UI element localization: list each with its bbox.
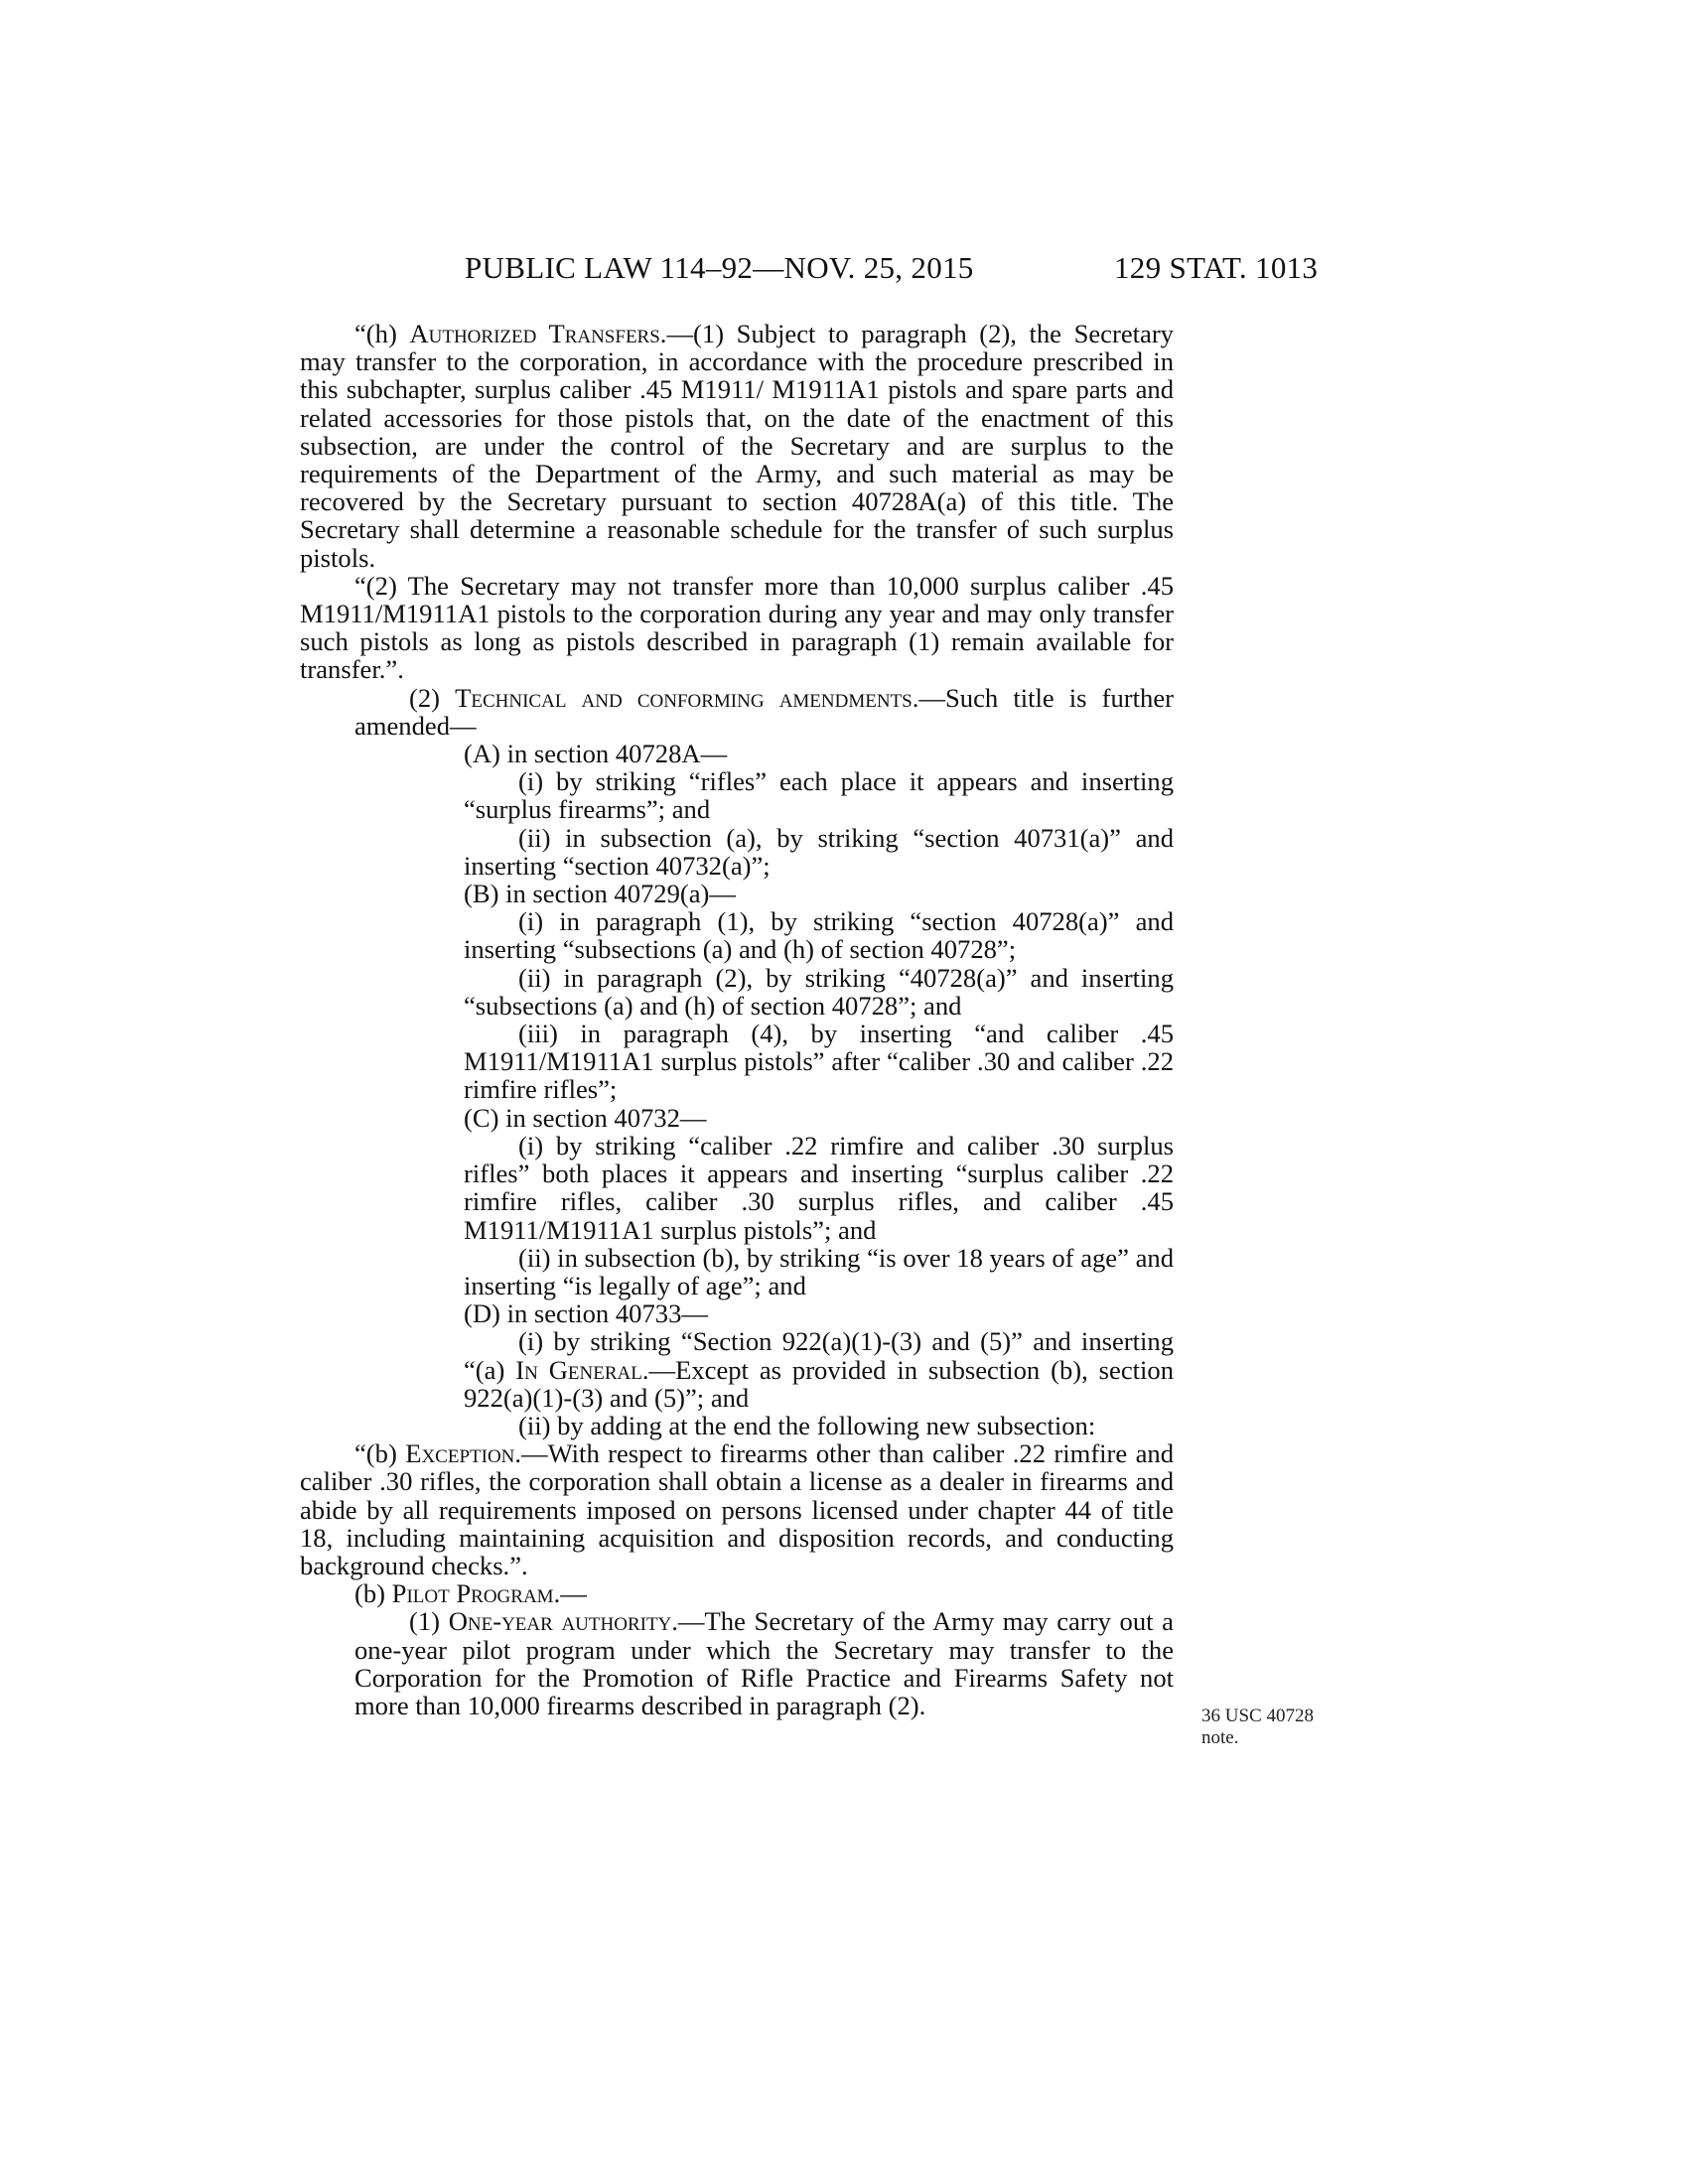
technical-amendments-heading: Technical and conforming amendments [455, 682, 913, 713]
one-year-authority-heading: One-year authority [448, 1606, 672, 1637]
clause-d-i-heading: In General [515, 1354, 642, 1385]
clause-b-iii: (iii) in paragraph (4), by inserting “and caliber .45 M1911/M1911A1 surplus pistols” after “caliber .30 and caliber .22 rimfire rifles”; [464, 1019, 1174, 1105]
subsection-h-paragraph-1 [300, 320, 1174, 572]
one-year-authority-text: .—The Secretary of the Army may carry out a one-year pilot program under which the Secretary may transfer to the Corporation for the Promotion of Rifle Practice and Firearms Safety not more than 10,000 firearms described in paragraph (2). [354, 1606, 1174, 1720]
exception-open: “(b) [354, 1438, 406, 1469]
clause-d-i-post: .—Except as provided in subsection (b), section 922(a)(1)-(3) and (5)”; and [464, 1354, 1174, 1413]
margin-citation-line-2: note. [1201, 1727, 1239, 1748]
subsection-h-heading: Authorized Transfers [409, 319, 660, 348]
exception-text: .—With respect to firearms other than caliber .22 rimfire and caliber .30 rifles, the corporation shall obtain a license as a dealer in firearms and abide by all requirements imposed on persons licensed under chapter 44 of title 18, including maintaining acquisition and disposition records, and conducting background checks.”. [300, 1438, 1175, 1580]
technical-amendments-open: (2) [409, 682, 456, 713]
clause-b-i: (i) in paragraph (1), by striking “section 40728(a)” and inserting “subsections (a) and (h) of section 40728”; [464, 906, 1174, 965]
clause-d-i [300, 1327, 1174, 1412]
clause-a-i: (i) by striking “rifles” each place it appears and inserting “surplus firearms”; and [464, 766, 1174, 825]
technical-amendments-paragraph [300, 684, 1174, 740]
running-head: PUBLIC LAW 114–92—NOV. 25, 2015 [465, 250, 974, 285]
clause-c-i: (i) by striking “caliber .22 rimfire and caliber .30 surplus rifles” both places it appears and inserting “surplus caliber .22 rimfire rifles, caliber .30 surplus rifles, and caliber .45 M1911/M1911A1 surplus pistols”; and [464, 1130, 1174, 1245]
clause-d-i-pre: (i) by striking “Section 922(a)(1)-(3) and (5)” and inserting “(a) [464, 1326, 1174, 1385]
subsection-h-paragraph-2: “(2) The Secretary may not transfer more than 10,000 surplus caliber .45 M1911/M1911A1 pistols to the corporation during any year and may only transfer such pistols as long as pistols described in paragraph (1) remain available for transfer.”. [300, 570, 1174, 685]
subparagraph-d: (D) in section 40733— [464, 1298, 708, 1329]
pilot-program-dash: .— [553, 1578, 587, 1609]
subsection-h-open: “(h) [354, 319, 410, 348]
pilot-program-title: Pilot Program [391, 1578, 554, 1609]
exception-heading: Exception [405, 1438, 515, 1469]
subparagraph-a: (A) in section 40728A— [464, 739, 728, 769]
one-year-authority-paragraph [300, 1607, 1174, 1719]
subparagraph-b: (B) in section 40729(a)— [464, 879, 737, 909]
one-year-authority-open: (1) [409, 1606, 449, 1637]
clause-a-ii: (ii) in subsection (a), by striking “section 40731(a)” and inserting “section 40732(a)”; [464, 822, 1174, 881]
clause-b-ii: (ii) in paragraph (2), by striking “40728(a)” and inserting “subsections (a) and (h) of section 40728”; and [464, 962, 1174, 1021]
technical-amendments-text: .—Such title is further amended— [354, 682, 1175, 741]
subsection-h-text: .—(1) Subject to paragraph (2), the Secretary may transfer to the corporation, in accordance with the procedure prescribed in this subchapter, surplus caliber .45 M1911/ M1911A1 pistols and spare parts and related accessories for those pistols that, on the date of the enactment of this subsection, are under the control of the Secretary and are surplus to the requirements of the Department of the Army, and such material as may be recovered by the Secretary pursuant to section 40728A(a) of this title. The Secretary shall determine a reasonable schedule for the transfer of such surplus pistols. [300, 319, 1174, 573]
clause-d-ii: (ii) by adding at the end the following new subsection: [518, 1410, 1096, 1440]
margin-citation-line-1: 36 USC 40728 [1201, 1706, 1314, 1726]
subparagraph-c: (C) in section 40732— [464, 1102, 707, 1133]
pilot-program-open: (b) [354, 1578, 392, 1609]
exception-paragraph [300, 1439, 1174, 1579]
statute-body [300, 320, 1174, 1719]
pilot-program-heading [300, 1579, 1174, 1607]
clause-c-ii: (ii) in subsection (b), by striking “is over 18 years of age” and inserting “is legally of age”; and [464, 1242, 1174, 1300]
margin-citation-note [1201, 1706, 1360, 1749]
page-stat-number: 129 STAT. 1013 [1114, 250, 1319, 285]
